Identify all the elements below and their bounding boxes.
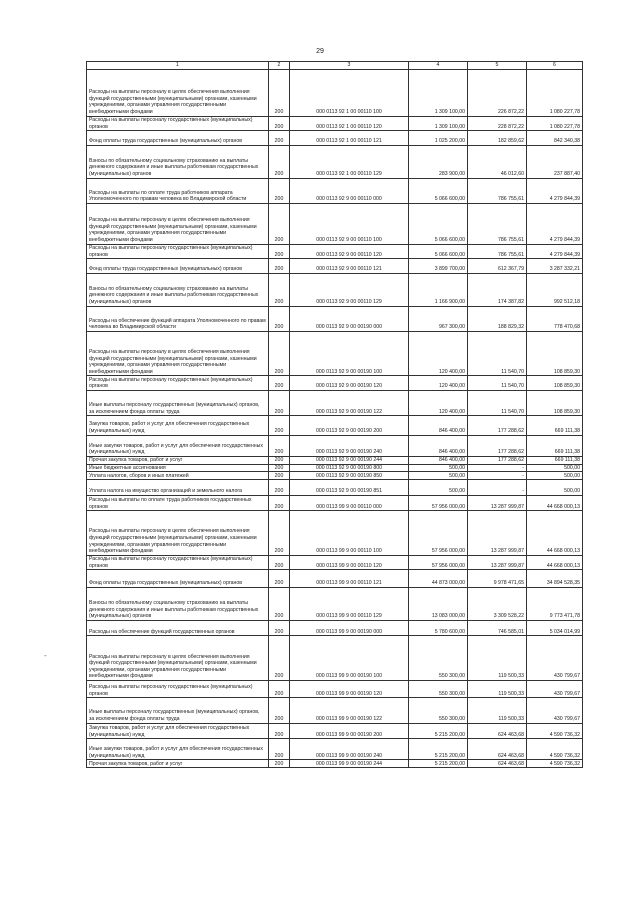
row-approved-cell: 967 300,00 <box>409 306 468 331</box>
column-number-row <box>87 62 583 70</box>
row-remaining-cell: 44 668 000,13 <box>527 495 583 511</box>
row-approved-cell: 500,00 <box>409 480 468 496</box>
row-kbk-cell: 000 0113 99 9 00 00190 120 <box>290 680 409 697</box>
row-executed-cell: 786 755,61 <box>468 244 527 259</box>
row-name-cell: Иные выплаты персоналу государственных (муниципальных) органов, за исключением фонда оплаты труда <box>87 391 269 416</box>
row-kbk-cell: 000 0113 92 9 00 00110 121 <box>290 259 409 274</box>
row-approved-cell: 500,00 <box>409 464 468 472</box>
row-remaining-cell: 237 887,40 <box>527 145 583 178</box>
row-code-cell: 200 <box>269 680 290 697</box>
row-executed-cell: 174 387,82 <box>468 273 527 306</box>
row-remaining-cell: 108 859,30 <box>527 331 583 376</box>
table-row <box>87 570 583 587</box>
row-name-cell: Взносы по обязательному социальному страхованию на выплаты денежного содержания и иные выплаты работникам государственных (муниципальных) органов <box>87 145 269 178</box>
expenditure-table <box>86 61 583 768</box>
row-code-cell: 200 <box>269 555 290 570</box>
row-name-cell: Расходы на выплаты по оплате труда работников государственных органов <box>87 495 269 511</box>
row-executed-cell: 746 585,01 <box>468 620 527 636</box>
row-remaining-cell: 430 799,67 <box>527 698 583 723</box>
row-remaining-cell: 108 859,30 <box>527 376 583 391</box>
row-approved-cell: 846 400,00 <box>409 416 468 435</box>
table-row <box>87 555 583 570</box>
row-code-cell: 200 <box>269 570 290 587</box>
row-kbk-cell: 000 0113 99 9 00 00190 244 <box>290 760 409 768</box>
row-executed-cell: 13 287 999,87 <box>468 511 527 556</box>
table-row <box>87 70 583 117</box>
row-remaining-cell: 34 894 528,35 <box>527 570 583 587</box>
row-executed-cell: - <box>468 472 527 480</box>
row-executed-cell: 119 500,33 <box>468 680 527 697</box>
row-executed-cell: 624 463,68 <box>468 723 527 739</box>
row-name-cell: Прочая закупка товаров, работ и услуг <box>87 456 269 464</box>
row-kbk-cell: 000 0113 92 1 00 00110 100 <box>290 70 409 117</box>
row-remaining-cell: 4 279 844,39 <box>527 178 583 203</box>
row-code-cell: 200 <box>269 495 290 511</box>
row-kbk-cell: 000 0113 99 9 00 00190 100 <box>290 636 409 681</box>
row-kbk-cell: 000 0113 92 9 00 00190 100 <box>290 331 409 376</box>
row-executed-cell: - <box>468 464 527 472</box>
row-approved-cell: 3 899 700,00 <box>409 259 468 274</box>
row-executed-cell: 228 872,22 <box>468 116 527 131</box>
row-code-cell: 200 <box>269 331 290 376</box>
row-remaining-cell: 4 279 844,39 <box>527 203 583 244</box>
row-remaining-cell: 1 080 227,78 <box>527 70 583 117</box>
row-code-cell: 200 <box>269 70 290 117</box>
row-approved-cell: 550 300,00 <box>409 698 468 723</box>
row-name-cell: Расходы на выплаты персоналу в целях обеспечения выполнения функций государственными (муниципальными) органами, казенными учреждениями, органами управления государственными внебюджетными фондами <box>87 70 269 117</box>
row-kbk-cell: 000 0113 92 9 00 00110 000 <box>290 178 409 203</box>
table-row <box>87 178 583 203</box>
margin-dash: - <box>44 651 47 660</box>
row-remaining-cell: 4 590 736,32 <box>527 739 583 760</box>
row-executed-cell: 119 500,33 <box>468 698 527 723</box>
row-kbk-cell: 000 0113 92 9 00 00110 129 <box>290 273 409 306</box>
row-code-cell: 200 <box>269 723 290 739</box>
table-row <box>87 273 583 306</box>
row-approved-cell: 57 956 000,00 <box>409 511 468 556</box>
table-row <box>87 511 583 556</box>
row-approved-cell: 5 215 200,00 <box>409 760 468 768</box>
table-row <box>87 698 583 723</box>
row-code-cell: 200 <box>269 480 290 496</box>
row-kbk-cell: 000 0113 92 9 00 00110 120 <box>290 244 409 259</box>
row-name-cell: Уплата налогов, сборов и иных платежей <box>87 472 269 480</box>
row-remaining-cell: 992 512,18 <box>527 273 583 306</box>
row-remaining-cell: 430 799,67 <box>527 680 583 697</box>
row-name-cell: Взносы по обязательному социальному страхованию на выплаты денежного содержания и иные выплаты работникам государственных (муниципальных) органов <box>87 273 269 306</box>
row-approved-cell: 1 309 100,00 <box>409 116 468 131</box>
row-name-cell: Фонд оплаты труда государственных (муниципальных) органов <box>87 131 269 146</box>
row-executed-cell: 177 288,62 <box>468 435 527 456</box>
row-name-cell: Расходы на выплаты персоналу государственных (муниципальных) органов <box>87 244 269 259</box>
row-code-cell: 200 <box>269 376 290 391</box>
row-kbk-cell: 000 0113 92 9 00 00190 000 <box>290 306 409 331</box>
column-header: 5 <box>468 62 527 70</box>
row-code-cell: 200 <box>269 698 290 723</box>
row-code-cell: 200 <box>269 435 290 456</box>
row-approved-cell: 57 956 000,00 <box>409 555 468 570</box>
row-executed-cell: 13 287 999,87 <box>468 555 527 570</box>
row-code-cell: 200 <box>269 472 290 480</box>
row-name-cell: Расходы на выплаты персоналу в целях обеспечения выполнения функций государственными (муниципальными) органами, казенными учреждениями, органами управления государственными внебюджетными фондами <box>87 203 269 244</box>
row-code-cell: 200 <box>269 203 290 244</box>
row-name-cell: Взносы по обязательному социальному страхованию на выплаты денежного содержания и иные выплаты работникам государственных (муниципальных) органов <box>87 587 269 620</box>
row-kbk-cell: 000 0113 99 9 00 00110 120 <box>290 555 409 570</box>
row-kbk-cell: 000 0113 99 9 00 00190 000 <box>290 620 409 636</box>
row-code-cell: 200 <box>269 416 290 435</box>
row-approved-cell: 5 780 600,00 <box>409 620 468 636</box>
row-approved-cell: 283 900,00 <box>409 145 468 178</box>
table-row <box>87 587 583 620</box>
row-name-cell: Расходы на выплаты персоналу в целях обеспечения выполнения функций государственными (муниципальными) органами, казенными учреждениями, органами управления государственными внебюджетными фондами <box>87 331 269 376</box>
table-row <box>87 435 583 456</box>
row-name-cell: Иные бюджетные ассигнования <box>87 464 269 472</box>
row-executed-cell: 11 540,70 <box>468 376 527 391</box>
row-executed-cell: 13 287 999,87 <box>468 495 527 511</box>
row-approved-cell: 1 025 200,00 <box>409 131 468 146</box>
table-row <box>87 456 583 464</box>
row-remaining-cell: 5 034 014,99 <box>527 620 583 636</box>
row-executed-cell: 226 872,22 <box>468 70 527 117</box>
row-executed-cell: 46 012,60 <box>468 145 527 178</box>
table-row <box>87 306 583 331</box>
table-row <box>87 760 583 768</box>
table-row <box>87 331 583 376</box>
row-code-cell: 200 <box>269 464 290 472</box>
row-approved-cell: 120 400,00 <box>409 331 468 376</box>
row-kbk-cell: 000 0113 92 9 00 00190 240 <box>290 435 409 456</box>
row-name-cell: Расходы на выплаты персоналу в целях обеспечения выполнения функций государственными (муниципальными) органами, казенными учреждениями, органами управления государственными внебюджетными фондами <box>87 511 269 556</box>
row-name-cell: Иные выплаты персоналу государственных (муниципальных) органов, за исключением фонда оплаты труда <box>87 698 269 723</box>
row-code-cell: 200 <box>269 456 290 464</box>
row-code-cell: 200 <box>269 587 290 620</box>
row-name-cell: Расходы на выплаты персоналу в целях обеспечения выполнения функций государственными (муниципальными) органами, казенными учреждениями, органами управления государственными внебюджетными фондами <box>87 636 269 681</box>
row-kbk-cell: 000 0113 99 9 00 00110 000 <box>290 495 409 511</box>
table-row <box>87 636 583 681</box>
row-approved-cell: 846 400,00 <box>409 456 468 464</box>
row-code-cell: 200 <box>269 760 290 768</box>
table-row <box>87 116 583 131</box>
row-code-cell: 200 <box>269 131 290 146</box>
row-code-cell: 200 <box>269 306 290 331</box>
page-number: 29 <box>316 48 324 55</box>
row-code-cell: 200 <box>269 511 290 556</box>
table-row <box>87 739 583 760</box>
row-executed-cell: 182 859,62 <box>468 131 527 146</box>
row-remaining-cell: 842 340,38 <box>527 131 583 146</box>
row-name-cell: Расходы на обеспечение функций аппарата Уполномоченного по правам человека во Владимирской области <box>87 306 269 331</box>
row-executed-cell: 9 978 471,65 <box>468 570 527 587</box>
table-row <box>87 131 583 146</box>
table-body <box>87 70 583 768</box>
row-kbk-cell: 000 0113 99 9 00 00110 129 <box>290 587 409 620</box>
row-kbk-cell: 000 0113 92 9 00 00190 800 <box>290 464 409 472</box>
row-kbk-cell: 000 0113 92 9 00 00190 200 <box>290 416 409 435</box>
row-executed-cell: 3 309 528,22 <box>468 587 527 620</box>
row-kbk-cell: 000 0113 92 9 00 00190 850 <box>290 472 409 480</box>
table-row <box>87 416 583 435</box>
row-approved-cell: 1 166 900,00 <box>409 273 468 306</box>
row-remaining-cell: 669 111,38 <box>527 456 583 464</box>
row-name-cell: Закупка товаров, работ и услуг для обеспечения государственных (муниципальных) нужд <box>87 416 269 435</box>
row-kbk-cell: 000 0113 99 9 00 00190 122 <box>290 698 409 723</box>
row-remaining-cell: 4 590 736,32 <box>527 760 583 768</box>
column-header: 1 <box>87 62 269 70</box>
row-executed-cell: 11 540,70 <box>468 331 527 376</box>
table-row <box>87 391 583 416</box>
row-approved-cell: 44 873 000,00 <box>409 570 468 587</box>
row-kbk-cell: 000 0113 92 9 00 00110 100 <box>290 203 409 244</box>
row-approved-cell: 5 215 200,00 <box>409 739 468 760</box>
row-approved-cell: 5 215 200,00 <box>409 723 468 739</box>
row-approved-cell: 120 400,00 <box>409 391 468 416</box>
row-name-cell: Расходы на выплаты по оплате труда работников аппарата Уполномоченного по правам человека во Владимирской области <box>87 178 269 203</box>
row-name-cell: Расходы на выплаты персоналу государственных (муниципальных) органов <box>87 680 269 697</box>
row-kbk-cell: 000 0113 92 1 00 00110 129 <box>290 145 409 178</box>
row-code-cell: 200 <box>269 259 290 274</box>
row-remaining-cell: 44 668 000,13 <box>527 555 583 570</box>
row-remaining-cell: 430 799,67 <box>527 636 583 681</box>
table-row <box>87 244 583 259</box>
row-executed-cell: - <box>468 480 527 496</box>
row-code-cell: 200 <box>269 739 290 760</box>
row-executed-cell: 786 755,61 <box>468 178 527 203</box>
row-code-cell: 200 <box>269 178 290 203</box>
row-name-cell: Иные закупки товаров, работ и услуг для обеспечения государственных (муниципальных) нужд <box>87 739 269 760</box>
row-code-cell: 200 <box>269 145 290 178</box>
row-kbk-cell: 000 0113 92 9 00 00190 122 <box>290 391 409 416</box>
table-row <box>87 495 583 511</box>
row-approved-cell: 5 066 600,00 <box>409 203 468 244</box>
row-remaining-cell: 9 773 471,78 <box>527 587 583 620</box>
row-remaining-cell: 1 080 227,78 <box>527 116 583 131</box>
row-executed-cell: 11 540,70 <box>468 391 527 416</box>
row-remaining-cell: 44 668 000,13 <box>527 511 583 556</box>
row-remaining-cell: 778 470,68 <box>527 306 583 331</box>
table-row <box>87 203 583 244</box>
row-code-cell: 200 <box>269 244 290 259</box>
column-header: 6 <box>527 62 583 70</box>
row-remaining-cell: 669 111,38 <box>527 435 583 456</box>
row-executed-cell: 786 755,61 <box>468 203 527 244</box>
row-remaining-cell: 500,00 <box>527 472 583 480</box>
row-name-cell: Иные закупки товаров, работ и услуг для обеспечения государственных (муниципальных) нужд <box>87 435 269 456</box>
row-remaining-cell: 108 859,30 <box>527 391 583 416</box>
table-row <box>87 376 583 391</box>
row-name-cell: Фонд оплаты труда государственных (муниципальных) органов <box>87 570 269 587</box>
row-approved-cell: 120 400,00 <box>409 376 468 391</box>
row-remaining-cell: 3 287 332,21 <box>527 259 583 274</box>
row-executed-cell: 624 463,68 <box>468 739 527 760</box>
table-row <box>87 480 583 496</box>
row-approved-cell: 1 309 100,00 <box>409 70 468 117</box>
row-executed-cell: 612 367,79 <box>468 259 527 274</box>
row-approved-cell: 500,00 <box>409 472 468 480</box>
table-row <box>87 259 583 274</box>
row-approved-cell: 550 300,00 <box>409 636 468 681</box>
row-code-cell: 200 <box>269 116 290 131</box>
row-approved-cell: 550 300,00 <box>409 680 468 697</box>
row-remaining-cell: 669 111,38 <box>527 416 583 435</box>
table-row <box>87 472 583 480</box>
row-name-cell: Фонд оплаты труда государственных (муниципальных) органов <box>87 259 269 274</box>
row-code-cell: 200 <box>269 636 290 681</box>
row-code-cell: 200 <box>269 391 290 416</box>
column-header: 4 <box>409 62 468 70</box>
row-approved-cell: 57 956 000,00 <box>409 495 468 511</box>
row-kbk-cell: 000 0113 92 1 00 00110 121 <box>290 131 409 146</box>
row-name-cell: Расходы на обеспечение функций государственных органов <box>87 620 269 636</box>
row-name-cell: Прочая закупка товаров, работ и услуг <box>87 760 269 768</box>
column-header: 2 <box>269 62 290 70</box>
row-kbk-cell: 000 0113 99 9 00 00110 121 <box>290 570 409 587</box>
row-remaining-cell: 4 590 736,32 <box>527 723 583 739</box>
row-executed-cell: 177 288,62 <box>468 456 527 464</box>
row-code-cell: 200 <box>269 620 290 636</box>
table-row <box>87 680 583 697</box>
row-executed-cell: 177 288,62 <box>468 416 527 435</box>
row-kbk-cell: 000 0113 99 9 00 00110 100 <box>290 511 409 556</box>
row-kbk-cell: 000 0113 99 9 00 00190 200 <box>290 723 409 739</box>
row-name-cell: Уплата налога на имущество организаций и земельного налога <box>87 480 269 496</box>
row-executed-cell: 188 829,32 <box>468 306 527 331</box>
row-executed-cell: 624 463,68 <box>468 760 527 768</box>
row-approved-cell: 5 066 600,00 <box>409 178 468 203</box>
row-approved-cell: 5 066 600,00 <box>409 244 468 259</box>
row-remaining-cell: 500,00 <box>527 464 583 472</box>
row-kbk-cell: 000 0113 92 9 00 00190 120 <box>290 376 409 391</box>
table-row <box>87 620 583 636</box>
row-name-cell: Расходы на выплаты персоналу государственных (муниципальных) органов <box>87 376 269 391</box>
row-remaining-cell: 4 279 844,39 <box>527 244 583 259</box>
table-row <box>87 145 583 178</box>
column-header: 3 <box>290 62 409 70</box>
row-name-cell: Закупка товаров, работ и услуг для обеспечения государственных (муниципальных) нужд <box>87 723 269 739</box>
row-approved-cell: 13 083 000,00 <box>409 587 468 620</box>
row-kbk-cell: 000 0113 92 1 00 00110 120 <box>290 116 409 131</box>
row-remaining-cell: 500,00 <box>527 480 583 496</box>
row-kbk-cell: 000 0113 99 9 00 00190 240 <box>290 739 409 760</box>
row-approved-cell: 846 400,00 <box>409 435 468 456</box>
row-kbk-cell: 000 0113 92 9 00 00190 851 <box>290 480 409 496</box>
table-row <box>87 723 583 739</box>
row-name-cell: Расходы на выплаты персоналу государственных (муниципальных) органов <box>87 116 269 131</box>
row-executed-cell: 119 500,33 <box>468 636 527 681</box>
row-name-cell: Расходы на выплаты персоналу государственных (муниципальных) органов <box>87 555 269 570</box>
row-code-cell: 200 <box>269 273 290 306</box>
row-kbk-cell: 000 0113 92 9 00 00190 244 <box>290 456 409 464</box>
table-row <box>87 464 583 472</box>
